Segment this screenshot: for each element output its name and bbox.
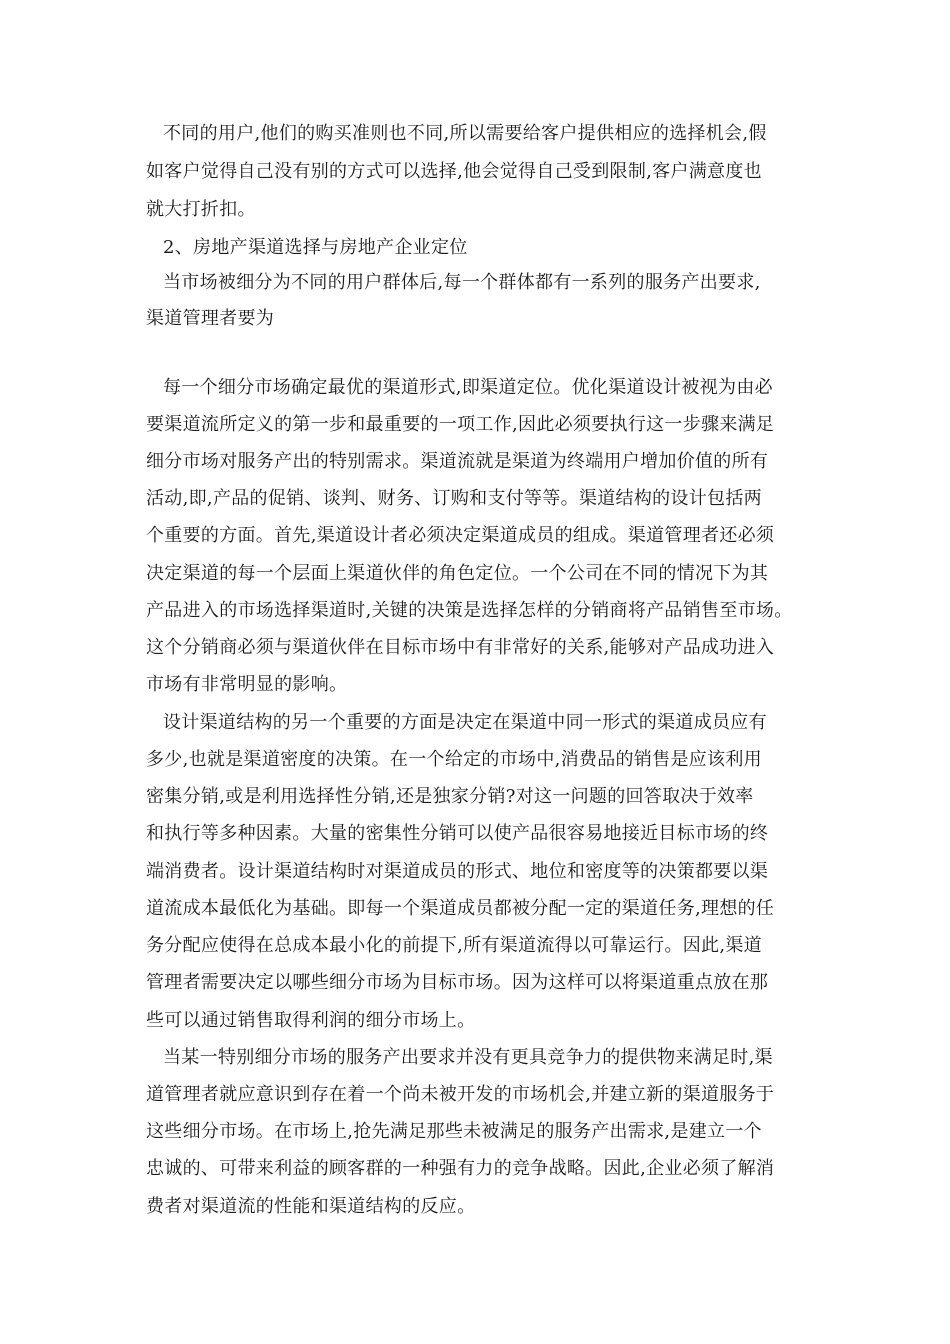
- text-line: 如客户觉得自己没有别的方式可以选择,他会觉得自己受到限制,客户满意度也: [146, 161, 762, 182]
- text-line: 当某一特别细分市场的服务产出要求并没有更具竞争力的提供物来满足时,渠: [163, 1047, 773, 1068]
- text-line: 管理者需要决定以哪些细分市场为目标市场。因为这样可以将渠道重点放在那: [146, 972, 769, 993]
- text-line: 密集分销,或是利用选择性分销,还是独家分销?对这一问题的回答取决于效率: [146, 786, 754, 807]
- section-heading: 2、房地产渠道选择与房地产企业定位: [163, 237, 468, 258]
- text-line: 市场有非常明显的影响。: [146, 674, 348, 695]
- text-line: 道流成本最低化为基础。即每一个渠道成员都被分配一定的渠道任务,理想的任: [146, 898, 775, 919]
- text-line: 端消费者。设计渠道结构时对渠道成员的形式、地位和密度等的决策都要以渠: [146, 861, 769, 882]
- text-line: 每一个细分市场确定最优的渠道形式,即渠道定位。优化渠道设计被视为由必: [163, 377, 773, 398]
- text-line: 就大打折扣。: [146, 199, 256, 220]
- text-line: 个重要的方面。首先,渠道设计者必须决定渠道成员的组成。渠道管理者还必须: [146, 525, 775, 546]
- text-line: 产品进入的市场选择渠道时,关键的决策是选择怎样的分销商将产品销售至市场。: [146, 600, 793, 621]
- text-line: 忠诚的、可带来利益的顾客群的一种强有力的竞争战略。因此,企业必须了解消: [146, 1158, 775, 1179]
- text-line: 细分市场对服务产出的特别需求。渠道流就是渠道为终端用户增加价值的所有: [146, 451, 769, 472]
- text-line: 活动,即,产品的促销、谈判、财务、订购和支付等等。渠道结构的设计包括两: [146, 488, 762, 509]
- text-line: 务分配应使得在总成本最小化的前提下,所有渠道流得以可靠运行。因此,渠道: [146, 935, 762, 956]
- text-line: 渠道管理者要为: [146, 308, 275, 329]
- text-line: 费者对渠道流的性能和渠道结构的反应。: [146, 1196, 476, 1217]
- text-line: 些可以通过销售取得利润的细分市场上。: [146, 1010, 476, 1031]
- text-line: 当市场被细分为不同的用户群体后,每一个群体都有一系列的服务产出要求,: [163, 272, 761, 293]
- text-line: 这些细分市场。在市场上,抢先满足那些未被满足的服务产出需求,是建立一个: [146, 1121, 762, 1142]
- text-line: 多少,也就是渠道密度的决策。在一个给定的市场中,消费品的销售是应该利用: [146, 749, 762, 770]
- text-line: 要渠道流所定义的第一步和最重要的一项工作,因此必须要执行这一步骤来满足: [146, 414, 775, 435]
- text-line: 设计渠道结构的另一个重要的方面是决定在渠道中同一形式的渠道成员应有: [163, 712, 767, 733]
- text-line: 道管理者就应意识到存在着一个尚未被开发的市场机会,并建立新的渠道服务于: [146, 1084, 775, 1105]
- text-line: 不同的用户,他们的购买准则也不同,所以需要给客户提供相应的选择机会,假: [163, 123, 767, 144]
- text-line: 决定渠道的每一个层面上渠道伙伴的角色定位。一个公司在不同的情况下为其: [146, 563, 769, 584]
- text-line: 和执行等多种因素。大量的密集性分销可以使产品很容易地接近目标市场的终: [146, 823, 769, 844]
- text-line: 这个分销商必须与渠道伙伴在目标市场中有非常好的关系,能够对产品成功进入: [146, 637, 775, 658]
